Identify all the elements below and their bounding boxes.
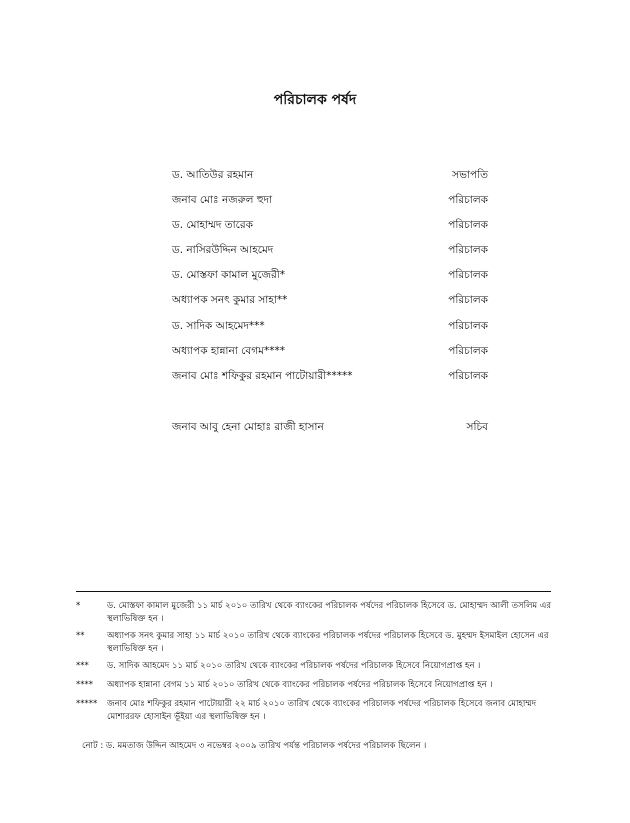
member-name: জনাব মোঃ শফিকুর রহমান পাটোয়ারী***** <box>172 370 353 382</box>
footnote-marker: * <box>76 601 81 611</box>
member-role: পরিচালক <box>448 294 488 306</box>
footnote-divider <box>76 591 551 592</box>
footnote <box>76 660 554 673</box>
footnote-text: অধ্যাপক সনৎ কুমার সাহা ১১ মার্চ ২০১০ তারিখ থেকে ব্যাংকের পরিচালক পর্ষদের পরিচালক হিসেবে ড. মুহম্মদ ইসমাইল হোসেন এর স্থলাভিষিক্ত হন । <box>107 631 549 654</box>
member-name: অধ্যাপক সনৎ কুমার সাহা** <box>172 294 288 306</box>
footnote-text: অধ্যাপক হান্নানা বেগম ১১ মার্চ ২০১০ তারিখ থেকে ব্যাংকের পরিচালক পর্ষদের পরিচালক হিসেবে নিয়োগপ্রাপ্ত হন । <box>107 680 493 690</box>
footnote-marker: ** <box>76 631 85 641</box>
footnote-marker: **** <box>76 680 93 690</box>
secretary-role: সচিব <box>466 421 488 433</box>
footnote-marker: *** <box>76 661 89 671</box>
secretary-name: জনাব আবু হেনা মোহাঃ রাজী হাসান <box>172 421 324 433</box>
note: নোট : ড. মমতাজ উদ্দিন আহমেদ ৩ নভেম্বর ২০০৯ তারিখ পর্যন্ত পরিচালক পর্ষদের পরিচালক ছিলেন । <box>82 741 427 751</box>
member-name: জনাব মোঃ নজরুল হুদা <box>172 194 273 206</box>
member-row <box>172 216 488 234</box>
member-role: পরিচালক <box>448 244 488 256</box>
member-row <box>172 367 488 385</box>
member-row <box>172 191 488 209</box>
member-name: ড. আতিউর রহমান <box>172 169 254 181</box>
member-role: পরিচালক <box>448 219 488 231</box>
member-name: ড. নাসিরউদ্দিন আহমেদ <box>172 244 274 256</box>
member-name: ড. মোস্তফা কামাল মুজেরী* <box>172 269 286 281</box>
member-name: ড. মোহাম্মদ তারেক <box>172 219 254 231</box>
member-row <box>172 266 488 284</box>
footnote <box>76 698 554 724</box>
footnote-text: ড. মোস্তফা কামাল মুজেরী ১১ মার্চ ২০১০ তারিখ থেকে ব্যাংকের পরিচালক পর্ষদের পরিচালক হিসেবে ড. মোহাম্মদ আলী তসলিম এর স্থলাভিষিক্ত হন । <box>107 601 551 624</box>
member-row <box>172 317 488 335</box>
member-role: সভাপতি <box>452 169 488 181</box>
member-role: পরিচালক <box>448 269 488 281</box>
member-name: অধ্যাপক হান্নানা বেগম**** <box>172 345 285 357</box>
member-row <box>172 241 488 259</box>
member-role: পরিচালক <box>448 320 488 332</box>
footnote <box>76 600 554 626</box>
member-row <box>172 291 488 309</box>
member-name: ড. সাদিক আহমেদ*** <box>172 320 265 332</box>
page-title: পরিচালক পর্ষদ <box>273 92 357 108</box>
member-role: পরিচালক <box>448 345 488 357</box>
footnote-text: ড. সাদিক আহমেদ ১১ মার্চ ২০১০ তারিখ থেকে ব্যাংকের পরিচালক পর্ষদের পরিচালক হিসেবে নিয়োগপ্রাপ্ত হন । <box>107 661 481 671</box>
footnote <box>76 630 554 656</box>
footnote-text: জনাব মোঃ শফিকুর রহমান পাটোয়ারী ২২ মার্চ ২০১০ তারিখ থেকে ব্যাংকের পরিচালক পর্ষদের পরিচালক হিসেবে জনাব মোহাম্মদ মোশাররফ হোসাইন ভূঁইয়া এর স্থলাভিষিক্ত হন । <box>107 699 537 722</box>
footnote-marker: ***** <box>76 699 98 709</box>
member-role: পরিচালক <box>448 370 488 382</box>
member-role: পরিচালক <box>448 194 488 206</box>
secretary-row <box>172 418 488 436</box>
footnote <box>76 679 554 692</box>
member-row <box>172 342 488 360</box>
member-row <box>172 166 488 184</box>
